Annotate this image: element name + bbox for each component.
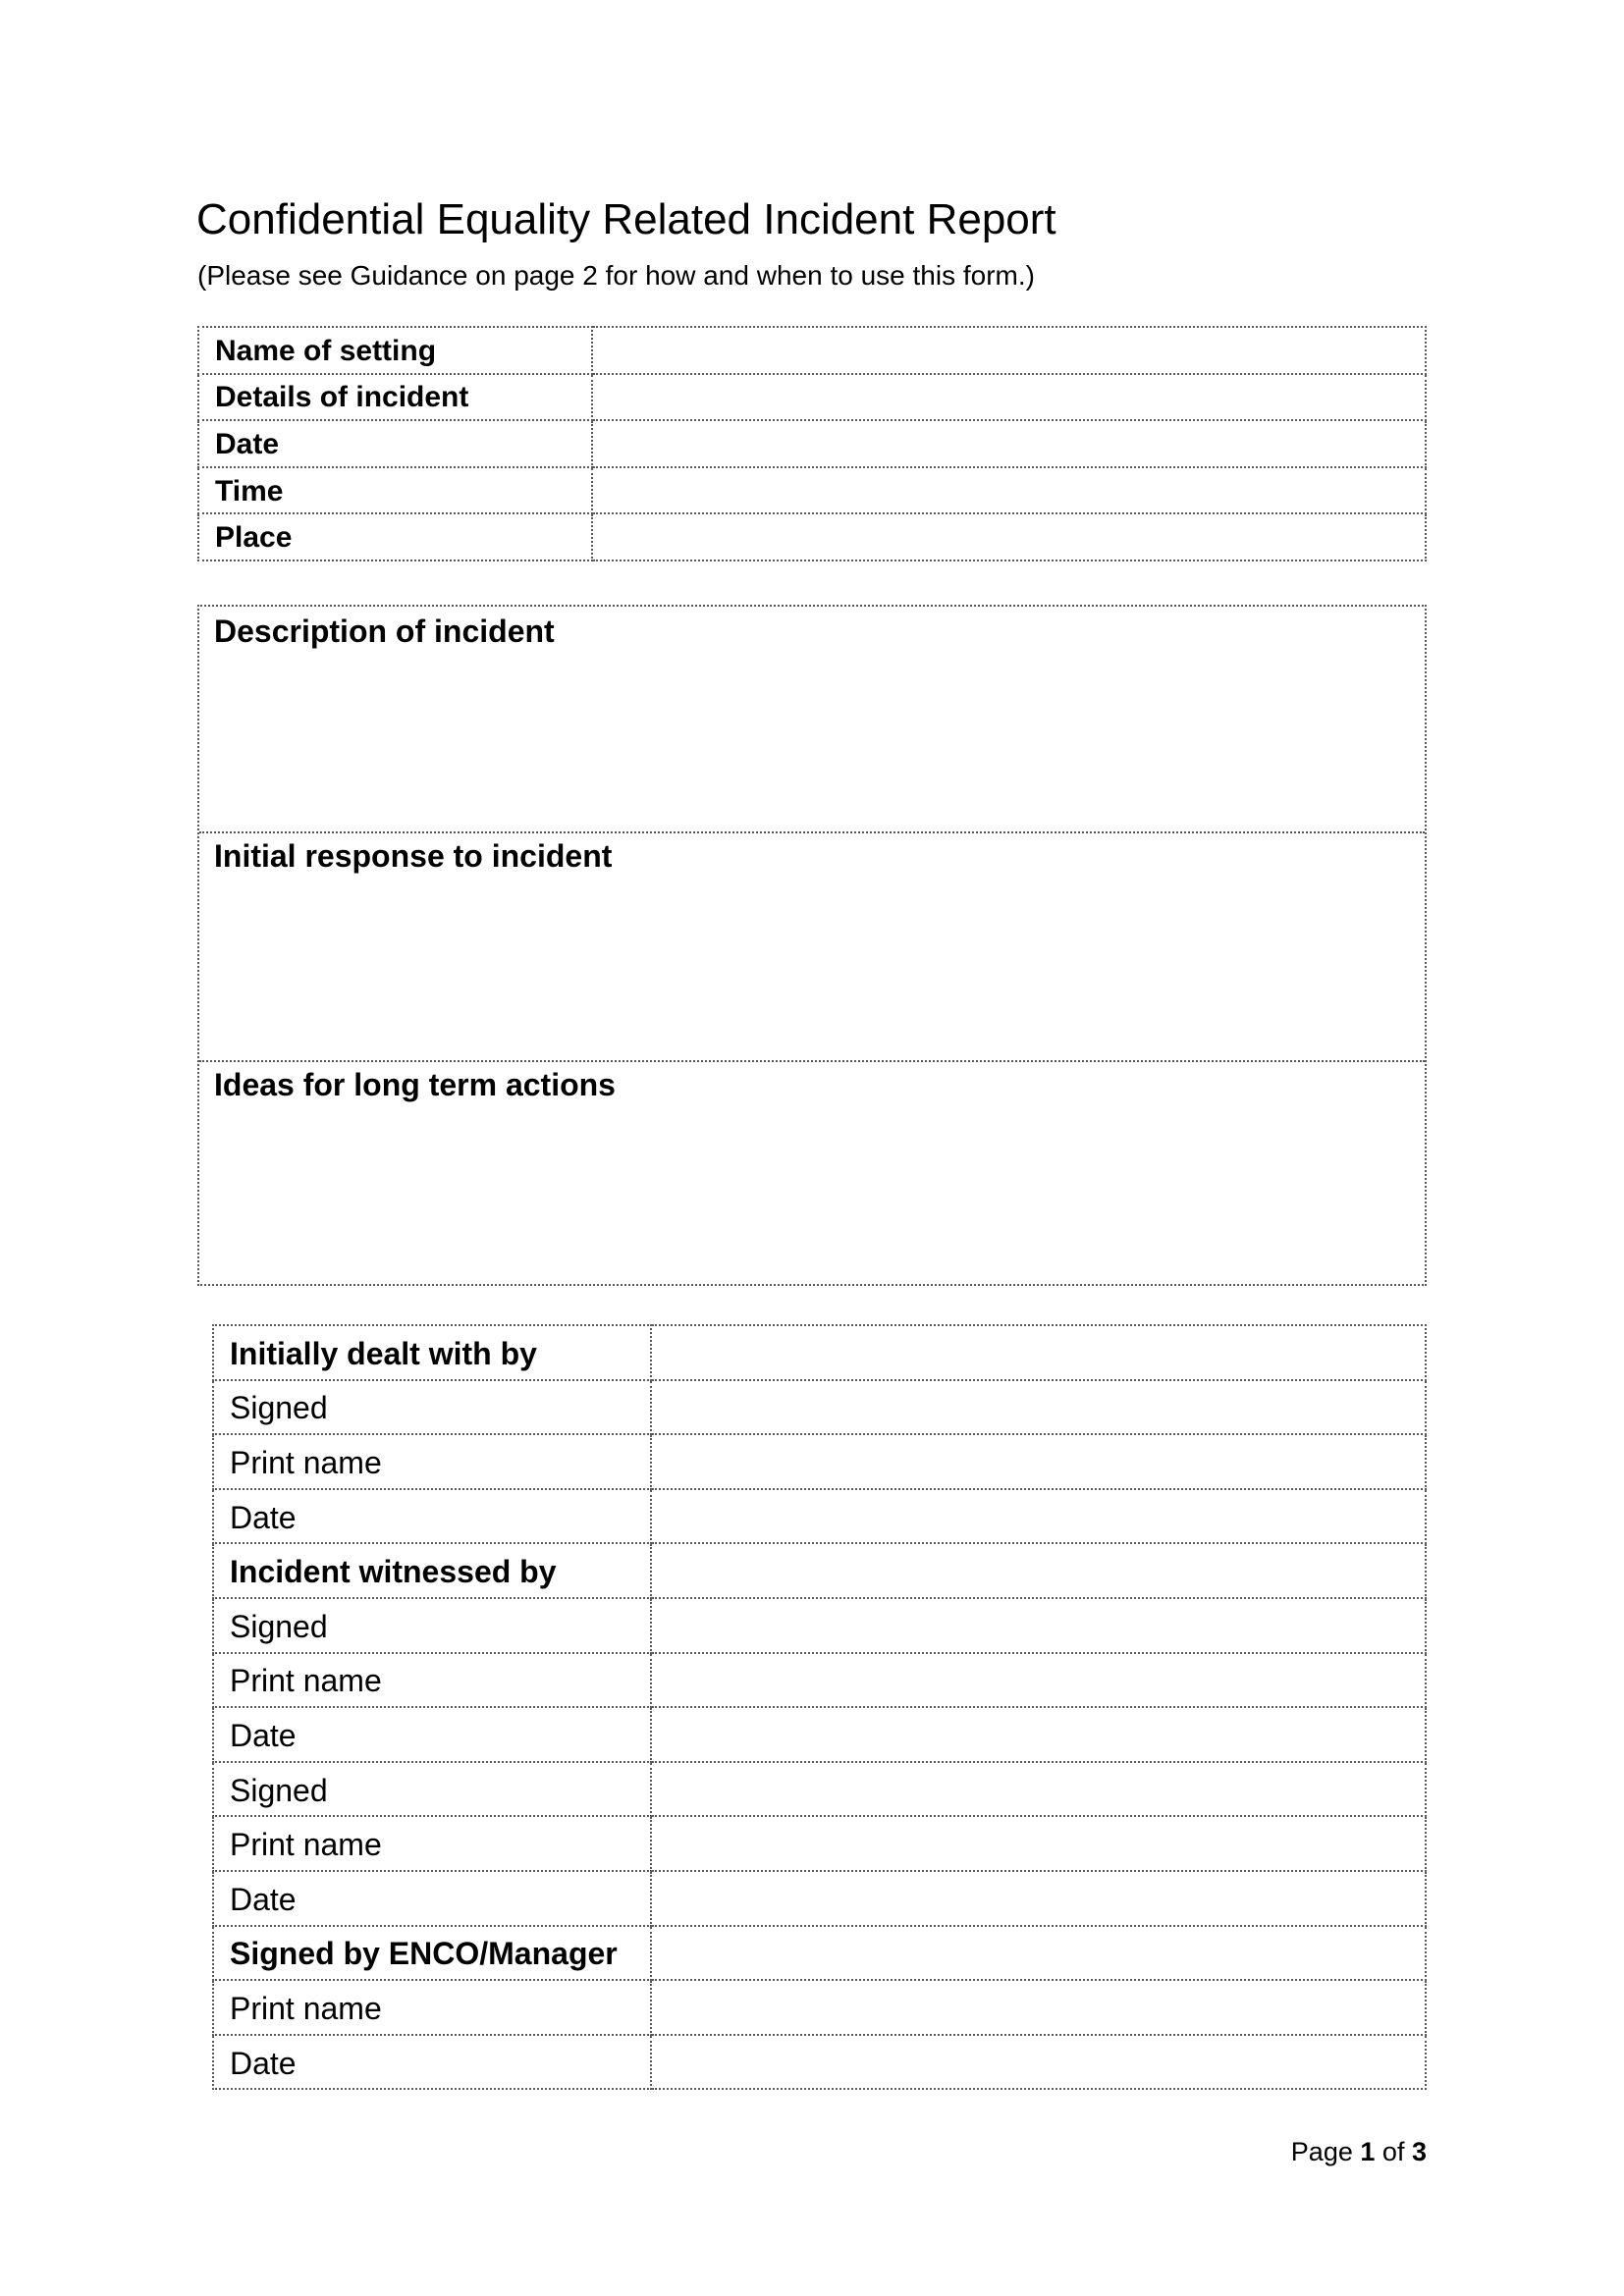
section-heading-incident-witnessed-by: Incident witnessed by [213, 1543, 651, 1598]
table-row [213, 1980, 1426, 2035]
long-term-actions-section [199, 1060, 1425, 1284]
description-of-incident-field[interactable] [199, 646, 1425, 831]
field-label: Print name [213, 1816, 651, 1871]
table-row-time [198, 467, 1426, 514]
table-row [213, 1598, 1426, 1653]
field-label: Signed [213, 1380, 651, 1435]
section-label: Description of incident [214, 614, 555, 649]
section-label: Ideas for long term actions [214, 1067, 616, 1102]
incident-witnessed-by-field[interactable] [651, 1543, 1426, 1598]
table-row [213, 1434, 1426, 1489]
date-field[interactable] [651, 1489, 1426, 1544]
table-row [213, 1653, 1426, 1708]
table-row [213, 1489, 1426, 1544]
field-label: Date [213, 1489, 651, 1544]
print-name-field[interactable] [651, 1434, 1426, 1489]
signed-field[interactable] [651, 1762, 1426, 1817]
field-label: Print name [213, 1653, 651, 1708]
table-row-details-of-incident [198, 374, 1426, 421]
field-label: Print name [213, 1434, 651, 1489]
section-heading-initially-dealt-with-by: Initially dealt with by [213, 1325, 651, 1380]
initially-dealt-with-by-field[interactable] [651, 1325, 1426, 1380]
section-label: Initial response to incident [214, 838, 613, 874]
incident-info-table [197, 326, 1427, 561]
table-row [213, 1762, 1426, 1817]
section-heading-signed-by-enco-manager: Signed by ENCO/Manager [213, 1926, 651, 1981]
place-field[interactable] [592, 513, 1426, 561]
date-field[interactable] [592, 420, 1426, 467]
field-label: Signed [213, 1598, 651, 1653]
print-name-field[interactable] [651, 1980, 1426, 2035]
print-name-field[interactable] [651, 1653, 1426, 1708]
table-row [213, 1707, 1426, 1762]
table-row [213, 1926, 1426, 1981]
page-number [1291, 2136, 1427, 2167]
field-label: Name of setting [198, 327, 592, 374]
initial-response-section [199, 831, 1425, 1060]
total-pages: 3 [1411, 2137, 1427, 2166]
page-prefix: Page [1290, 2137, 1353, 2166]
signed-field[interactable] [651, 1380, 1426, 1435]
field-label: Date [213, 1871, 651, 1926]
guidance-note: (Please see Guidance on page 2 for how and when to use this form.) [197, 260, 1035, 291]
field-label: Signed [213, 1762, 651, 1817]
enco-manager-signature-field[interactable] [651, 1926, 1426, 1981]
table-row [213, 1380, 1426, 1435]
page-title: Confidential Equality Related Incident Report [196, 195, 1056, 243]
print-name-field[interactable] [651, 1816, 1426, 1871]
time-field[interactable] [592, 467, 1426, 514]
field-label: Details of incident [198, 374, 592, 421]
date-field[interactable] [651, 1871, 1426, 1926]
signed-field[interactable] [651, 1598, 1426, 1653]
field-label: Date [213, 2035, 651, 2090]
field-label: Time [198, 467, 592, 514]
field-label: Place [198, 513, 592, 561]
table-row-date [198, 420, 1426, 467]
date-field[interactable] [651, 1707, 1426, 1762]
long-term-actions-field[interactable] [199, 1101, 1425, 1284]
table-row [213, 1325, 1426, 1380]
date-field[interactable] [651, 2035, 1426, 2090]
table-row-place [198, 513, 1426, 561]
current-page: 1 [1360, 2137, 1376, 2166]
table-row-name-of-setting [198, 327, 1426, 374]
field-label: Print name [213, 1980, 651, 2035]
table-row [213, 1816, 1426, 1871]
name-of-setting-field[interactable] [592, 327, 1426, 374]
description-section [199, 607, 1425, 831]
of-label: of [1381, 2137, 1405, 2166]
table-row [213, 1871, 1426, 1926]
table-row [213, 2035, 1426, 2090]
field-label: Date [198, 420, 592, 467]
table-row [213, 1543, 1426, 1598]
initial-response-field[interactable] [199, 873, 1425, 1060]
field-label: Date [213, 1707, 651, 1762]
incident-narrative-box [197, 605, 1427, 1286]
signature-table [212, 1324, 1427, 2090]
details-of-incident-field[interactable] [592, 374, 1426, 421]
